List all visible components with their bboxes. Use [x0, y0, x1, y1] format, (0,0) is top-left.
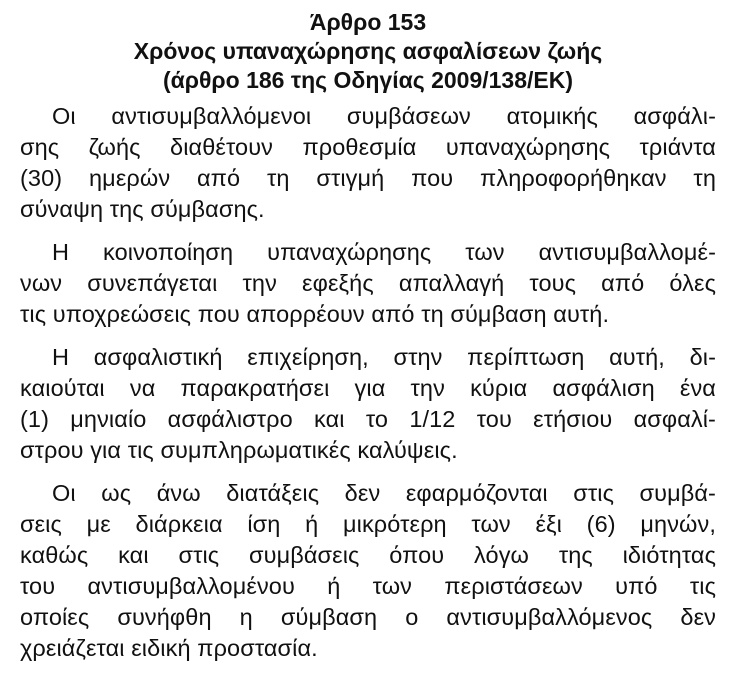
paragraph-line: σεις με διάρκεια ίση ή μικρότερη των έξι (6) μηνών, [20, 511, 716, 537]
paragraph-line: Οι αντισυμβαλλόμενοι συμβάσεων ατομικής ασφάλι- [52, 103, 716, 129]
paragraph-line: σης ζωής διαθέτουν προθεσμία υπαναχώρησης τριάντα [20, 134, 716, 160]
paragraph-line: Η κοινοποίηση υπαναχώρησης των αντισυμβαλλομέ- [52, 239, 716, 265]
article-title: Χρόνος υπαναχώρησης ασφαλίσεων ζωής [133, 38, 603, 64]
paragraph-1 [20, 101, 716, 225]
paragraph-line: του αντισυμβαλλομένου ή των περιστάσεων υπό τις [20, 573, 716, 599]
article-reference: (άρθρο 186 της Οδηγίας 2009/138/ΕΚ) [162, 67, 574, 93]
paragraph-3 [20, 342, 716, 466]
paragraph-line: καιούται να παρακρατήσει για την κύρια ασφάλιση ένα [20, 375, 716, 401]
paragraph-line: χρειάζεται ειδική προστασία. [20, 635, 318, 661]
paragraph-line: νων συνεπάγεται την εφεξής απαλλαγή τους από όλες [20, 270, 716, 296]
paragraph-4 [20, 478, 716, 664]
article-heading [20, 8, 716, 95]
paragraph-line: τις υποχρεώσεις που απορρέουν από τη σύμβαση αυτή. [20, 301, 610, 327]
paragraph-2 [20, 237, 716, 330]
paragraph-line: καθώς και στις συμβάσεις όπου λόγω της ιδιότητας [20, 542, 716, 568]
paragraph-line: Η ασφαλιστική επιχείρηση, στην περίπτωση αυτή, δι- [52, 344, 716, 370]
paragraph-line: σύναψη της σύμβασης. [20, 196, 265, 222]
paragraph-line: στρου για τις συμπληρωματικές καλύψεις. [20, 437, 458, 463]
paragraph-line: οποίες συνήφθη η σύμβαση ο αντισυμβαλλόμενος δεν [20, 604, 716, 630]
paragraph-line: (30) ημερών από τη στιγμή που πληροφορήθηκαν τη [20, 165, 716, 191]
paragraph-line: Οι ως άνω διατάξεις δεν εφαρμόζονται στις συμβά- [52, 480, 716, 506]
paragraph-line: (1) μηνιαίο ασφάλιστρο και το 1/12 του ετήσιου ασφαλί- [20, 406, 716, 432]
article-number: Άρθρο 153 [309, 9, 427, 35]
